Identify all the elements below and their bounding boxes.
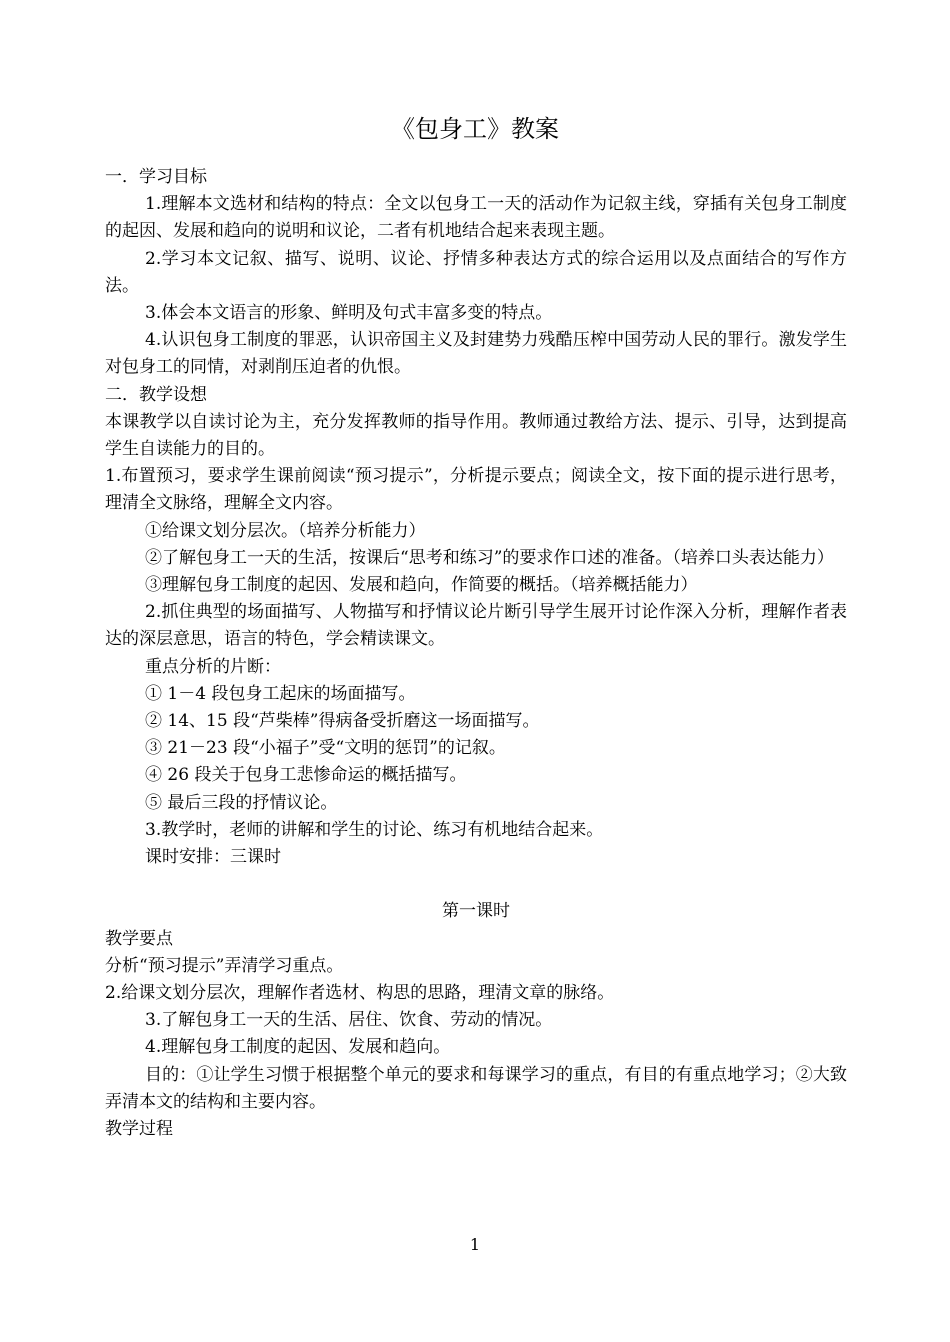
- section-heading-design: 二．教学设想: [105, 384, 207, 405]
- list-item: ① 1－4 段包身工起床的场面描写。: [145, 683, 416, 704]
- list-item: ⑤ 最后三段的抒情议论。: [145, 792, 338, 813]
- page-number: 1: [469, 1235, 481, 1254]
- paragraph: 3.教学时，老师的讲解和学生的讨论、练习有机地结合起来。: [145, 819, 604, 840]
- paragraph: 4.理解包身工制度的起因、发展和趋向。: [145, 1037, 451, 1058]
- paragraph: 重点分析的片断：: [145, 656, 281, 677]
- paragraph: 3.体会本文语言的形象、鲜明及句式丰富多变的特点。: [145, 303, 553, 324]
- paragraph: 1.理解本文选材和结构的特点：全文以包身工一天的活动作为记叙主线，穿插有关包身工制度的起因、发展和趋向的说明和议论，二者有机地结合起来表现主题。: [105, 194, 847, 242]
- paragraph: 2.给课文划分层次，理解作者选材、构思的思路，理清文章的脉络。: [105, 983, 615, 1004]
- paragraph: 3.了解包身工一天的生活、居住、饮食、劳动的情况。: [145, 1010, 553, 1031]
- blank-line: [105, 871, 847, 898]
- paragraph: 目的：①让学生习惯于根据整个单元的要求和每课学习的重点，有目的有重点地学习；②大致弄清本文的结构和主要内容。: [105, 1064, 847, 1112]
- subheading-key-points: 教学要点: [105, 928, 173, 949]
- document-body: [105, 164, 847, 1143]
- subheading-process: 教学过程: [105, 1119, 173, 1140]
- paragraph: 1.布置预习，要求学生课前阅读“预习提示”，分析提示要点；阅读全文，按下面的提示进行思考，理清全文脉络，理解全文内容。: [105, 466, 847, 514]
- paragraph: 分析“预习提示”弄清学习重点。: [105, 955, 344, 976]
- paragraph: 4.认识包身工制度的罪恶，认识帝国主义及封建势力残酷压榨中国劳动人民的罪行。激发学生对包身工的同情，对剥削压迫者的仇恨。: [105, 330, 847, 378]
- paragraph: 本课教学以自读讨论为主，充分发挥教师的指导作用。教师通过教给方法、提示、引导，达到提高学生自读能力的目的。: [105, 411, 847, 460]
- paragraph: 2.抓住典型的场面描写、人物描写和抒情议论片断引导学生展开讨论作深入分析，理解作者表达的深层意思，语言的特色，学会精读课文。: [105, 602, 847, 650]
- section-heading-objectives: 一．学习目标: [105, 167, 207, 187]
- paragraph: 2.学习本文记叙、描写、说明、议论、抒情多种表达方式的综合运用以及点面结合的写作方法。: [105, 248, 847, 296]
- paragraph: 课时安排：三课时: [145, 847, 281, 868]
- document-title: 《包身工》教案: [391, 115, 559, 143]
- lesson-heading: 第一课时: [442, 901, 510, 922]
- list-item: ③理解包身工制度的起因、发展和趋向，作简要的概括。（培养概括能力）: [145, 575, 698, 596]
- list-item: ②了解包身工一天的生活，按课后“思考和练习”的要求作口述的准备。（培养口头表达能力）: [145, 547, 834, 568]
- list-item: ③ 21－23 段“小福子”受“文明的惩罚”的记叙。: [145, 738, 506, 759]
- list-item: ①给课文划分层次。（培养分析能力）: [145, 520, 426, 541]
- list-item: ② 14、15 段“芦柴棒”得病备受折磨这一场面描写。: [145, 711, 540, 732]
- list-item: ④ 26 段关于包身工悲惨命运的概括描写。: [145, 765, 467, 786]
